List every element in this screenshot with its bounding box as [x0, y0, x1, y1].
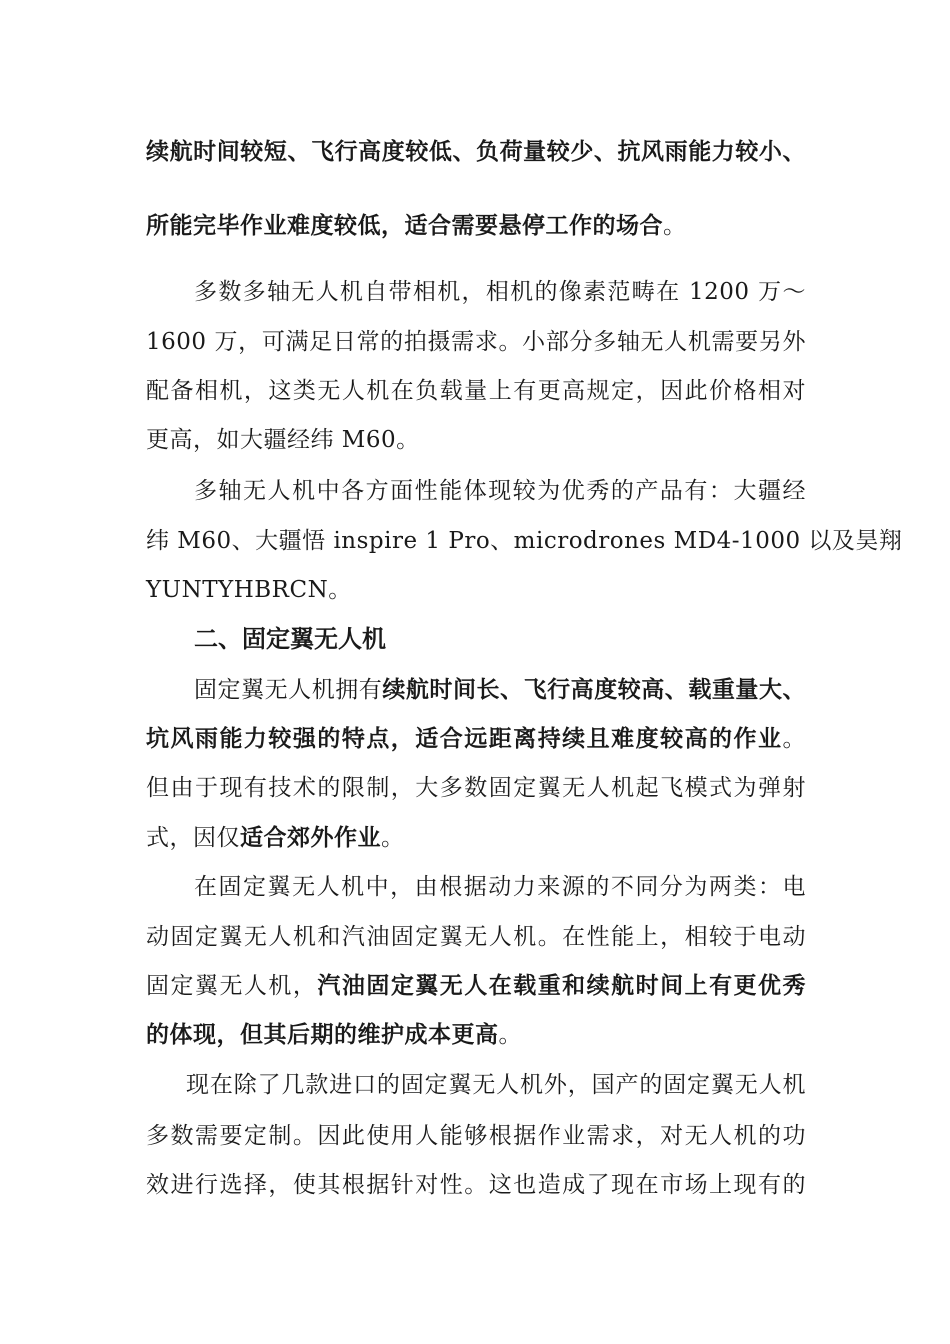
- paragraph-line: 多轴无人机中各方面性能体现较为优秀的产品有：大疆经: [194, 478, 806, 504]
- paragraph-line: 多数多轴无人机自带相机，相机的像素范畴在 1200 万～: [194, 279, 806, 305]
- paragraph-line: 在固定翼无人机中，由根据动力来源的不同分为两类：电: [194, 874, 806, 900]
- paragraph-line: [146, 971, 806, 1001]
- paragraph-line: 动固定翼无人机和汽油固定翼无人机。在性能上，相较于电动: [146, 924, 806, 950]
- text: 。: [498, 1022, 522, 1048]
- bold-text: 适合郊外作业: [240, 824, 381, 851]
- paragraph-line: 更高，如大疆经纬 M60。: [146, 427, 420, 453]
- paragraph-line: 配备相机，这类无人机在负载量上有更高规定，因此价格相对: [146, 378, 806, 404]
- bold-text: 续航时间较短、飞行高度较低、负荷量较少、抗风雨能力较小、: [146, 138, 806, 165]
- paragraph-line: YUNTYHBRCN。: [146, 577, 352, 603]
- text: 固定翼无人机，: [146, 973, 318, 999]
- paragraph-line: [146, 823, 806, 853]
- text: 。: [663, 213, 687, 239]
- paragraph-line: [146, 724, 806, 754]
- text: 。: [782, 726, 806, 752]
- paragraph-line: 1600 万，可满足日常的拍摄需求。小部分多轴无人机需要另外: [146, 329, 806, 355]
- paragraph-line: 现在除了几款进口的固定翼无人机外，国产的固定翼无人机: [186, 1072, 806, 1098]
- paragraph-line: [146, 211, 806, 241]
- paragraph-line: 效进行选择，使其根据针对性。这也造成了现在市场上现有的: [146, 1172, 806, 1198]
- paragraph-line: [146, 1020, 806, 1050]
- bold-text: 汽油固定翼无人在载重和续航时间上有更优秀: [317, 972, 807, 999]
- paragraph-line: 多数需要定制。因此使用人能够根据作业需求，对无人机的功: [146, 1123, 806, 1149]
- bold-text: 坑风雨能力较强的特点，适合远距离持续且难度较高的作业: [146, 725, 783, 752]
- text: 固定翼无人机拥有: [194, 677, 383, 703]
- bold-text: 续航时间长、飞行高度较高、载重量大、: [382, 676, 807, 703]
- text: 。: [381, 825, 405, 851]
- paragraph-line: [146, 137, 806, 167]
- bold-text: 所能完毕作业难度较低，适合需要悬停工作的场合: [146, 212, 663, 239]
- paragraph-line: [194, 675, 806, 705]
- section-heading: 二、固定翼无人机: [194, 625, 386, 653]
- text: 式，因仅: [146, 825, 240, 851]
- paragraph-line: 但由于现有技术的限制，大多数固定翼无人机起飞模式为弹射: [146, 775, 806, 801]
- bold-text: 的体现，但其后期的维护成本更高: [146, 1021, 499, 1048]
- paragraph-line: 纬 M60、大疆悟 inspire 1 Pro、microdrones MD4-1000 以及昊翔: [146, 528, 903, 554]
